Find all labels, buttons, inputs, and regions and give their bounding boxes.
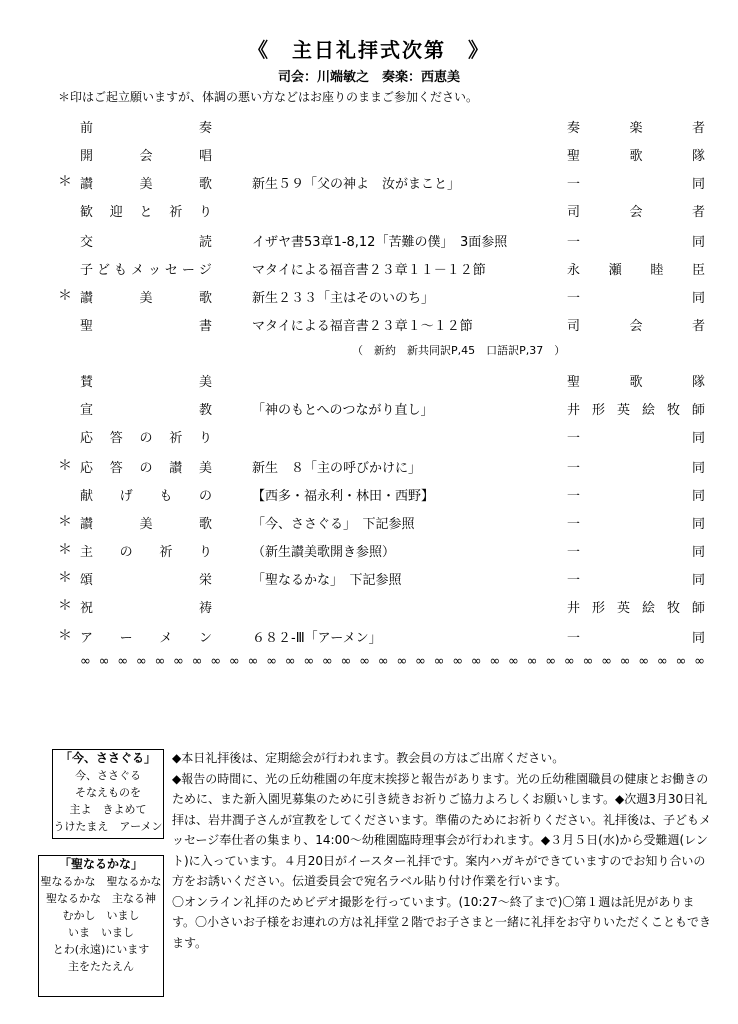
service-leader-char: 睦 — [650, 263, 664, 278]
hymn-line: 主をたたえん — [68, 960, 134, 973]
infinity-mark: ∞ — [359, 654, 370, 669]
service-leader-char: 同 — [691, 545, 705, 560]
infinity-mark: ∞ — [117, 654, 129, 669]
service-leader-char: 一 — [567, 431, 581, 446]
service-row — [0, 535, 738, 563]
service-item-char: ジ — [198, 263, 212, 278]
service-row — [0, 365, 738, 393]
service-item-char: 栄 — [198, 573, 212, 588]
service-item-char: ア — [80, 631, 94, 646]
service-item-char: 歌 — [198, 177, 212, 192]
infinity-mark: ∞ — [210, 654, 222, 669]
infinity-mark: ∞ — [470, 654, 482, 669]
service-leader-char: 同 — [691, 573, 705, 588]
hymn-line: 主よ きよめて — [69, 803, 147, 816]
service-item-char: 祈 — [169, 205, 183, 220]
service-leader — [567, 259, 705, 278]
service-item-char: り — [198, 431, 212, 446]
service-item-char: 祝 — [80, 601, 94, 616]
infinity-mark: ∞ — [638, 654, 650, 669]
bible-reference: （ 新約 新共同訳P,45 口語訳P,37 ） — [352, 344, 566, 357]
service-row — [0, 309, 738, 337]
service-leader — [567, 627, 705, 646]
service-leader — [567, 485, 705, 504]
service-leader-char: 楽 — [629, 121, 643, 136]
standing-mark: ＊ — [58, 598, 72, 614]
service-item-char: 歌 — [198, 517, 212, 532]
service-leader-char: 臣 — [691, 263, 705, 278]
service-leader — [567, 427, 705, 446]
service-leader-char: 瀬 — [608, 263, 622, 278]
service-leader-char: 隊 — [691, 149, 705, 164]
infinity-mark: ∞ — [321, 654, 333, 669]
infinity-mark: ∞ — [135, 654, 147, 669]
service-item — [80, 287, 212, 306]
service-leader-char: 永 — [567, 263, 581, 278]
service-row — [0, 479, 738, 507]
service-content: 「今、ささぐる」 下記参照 — [252, 517, 415, 532]
service-content: 新生２３３「主はそのいのち」 — [252, 291, 435, 306]
infinity-mark: ∞ — [563, 654, 575, 669]
service-content: 【西多・福永利・林田・西野】 — [252, 489, 435, 504]
infinity-mark: ∞ — [377, 654, 389, 669]
service-row — [0, 225, 738, 253]
service-item — [80, 371, 212, 390]
service-leader-char: 一 — [567, 573, 581, 588]
service-leader-char: 会 — [629, 205, 643, 220]
service-leader-char: 牧 — [666, 403, 680, 418]
hymn-line: そなえものを — [75, 786, 141, 799]
service-leader — [567, 315, 705, 334]
service-item-char: り — [198, 545, 212, 560]
standing-mark: ＊ — [58, 458, 72, 474]
service-leader — [567, 399, 705, 418]
service-item-char: 迎 — [109, 205, 123, 220]
service-leader — [567, 371, 705, 390]
service-leader — [567, 117, 705, 136]
infinity-mark: ∞ — [228, 654, 240, 669]
service-leader-char: 同 — [691, 631, 705, 646]
hymn-line: 今、ささぐる — [75, 769, 141, 782]
service-item-char: 讃 — [80, 177, 94, 192]
service-item — [80, 145, 212, 164]
page-title: 《 主日礼拝式次第 》 — [248, 38, 490, 62]
service-item-char: の — [198, 489, 212, 504]
service-content: イザヤ書53章1‐8,12「苦難の僕」 3面参照 — [252, 235, 508, 250]
infinity-mark: ∞ — [545, 654, 557, 669]
service-leader — [567, 541, 705, 560]
service-item-char: の — [139, 431, 153, 446]
service-item — [80, 597, 212, 616]
service-leader-char: 絵 — [641, 403, 655, 418]
service-item-char: 書 — [198, 319, 212, 334]
service-row — [0, 451, 738, 479]
service-row — [0, 621, 738, 649]
infinity-mark: ∞ — [526, 654, 538, 669]
service-item-char: 歓 — [80, 205, 94, 220]
service-item — [80, 117, 212, 136]
service-leader-char: 英 — [616, 403, 630, 418]
service-item-char: 讃 — [80, 291, 94, 306]
service-leader-char: 形 — [591, 601, 605, 616]
service-leader-char: 一 — [567, 461, 581, 476]
service-leader-char: 同 — [691, 177, 705, 192]
service-item-char: 開 — [80, 149, 94, 164]
service-leader — [567, 569, 705, 588]
service-item-char: 奏 — [198, 121, 212, 136]
standing-mark: ＊ — [58, 288, 72, 304]
service-item-char: げ — [119, 489, 133, 504]
service-leader-char: 司 — [567, 205, 581, 220]
infinity-mark: ∞ — [396, 654, 408, 669]
service-item-char: 美 — [139, 517, 153, 532]
service-item-char: 主 — [80, 545, 94, 560]
infinity-mark: ∞ — [508, 654, 519, 669]
service-item-char: も — [159, 489, 173, 504]
service-item-char: メ — [130, 263, 144, 278]
service-row — [0, 507, 738, 535]
service-leader-char: 一 — [567, 235, 581, 250]
standing-mark: ＊ — [58, 628, 72, 644]
service-item-char: 讃 — [169, 461, 183, 476]
service-leader — [567, 597, 705, 616]
service-leader — [567, 201, 705, 220]
service-leader-char: 英 — [616, 601, 630, 616]
service-item — [80, 457, 212, 476]
hymn-line: とわ(永遠)にいます — [52, 943, 150, 956]
service-content: マタイによる福音書２３章１～１２節 — [252, 319, 473, 334]
service-row — [0, 139, 738, 167]
service-item-char: メ — [159, 631, 173, 646]
infinity-mark: ∞ — [284, 654, 296, 669]
infinity-mark: ∞ — [675, 654, 687, 669]
service-item-char: 読 — [198, 235, 212, 250]
service-row — [0, 167, 738, 195]
service-item-char: り — [198, 205, 212, 220]
service-row — [0, 281, 738, 309]
hymn-box-imasasaguru — [52, 749, 164, 839]
service-item — [80, 627, 212, 646]
service-item-char: 祈 — [159, 545, 173, 560]
service-leader-char: 者 — [691, 319, 705, 334]
service-row — [0, 253, 738, 281]
service-item-char: ッ — [147, 263, 161, 278]
service-leader-char: 師 — [691, 601, 705, 616]
service-credits: 司会：川端敏之 奏楽：西恵美 — [277, 70, 460, 85]
hymn-line: うけたまえ アーメン — [53, 820, 163, 833]
announcement: ◆本日礼拝後は、定期総会が行われます。教会員の方はご出席ください。 — [172, 751, 565, 765]
service-item-char: 教 — [198, 403, 212, 418]
infinity-mark: ∞ — [601, 654, 612, 669]
infinity-mark: ∞ — [489, 654, 501, 669]
service-item-char: 賛 — [80, 375, 94, 390]
service-content: 新生５９「父の神よ 汝がまこと」 — [252, 177, 461, 192]
standing-mark: ＊ — [58, 542, 72, 558]
service-row — [0, 421, 738, 449]
service-item-char: の — [139, 461, 153, 476]
service-item-char: 宣 — [80, 403, 94, 418]
service-content: （新生讃美歌開き参照） — [252, 545, 396, 560]
service-item-char: 答 — [109, 461, 123, 476]
service-leader-char: 井 — [567, 601, 581, 616]
standing-mark: ＊ — [58, 174, 72, 190]
service-leader-char: 一 — [567, 177, 581, 192]
service-leader-char: 同 — [691, 291, 705, 306]
service-leader-char: 一 — [567, 545, 581, 560]
service-leader-char: 牧 — [666, 601, 680, 616]
service-row — [0, 111, 738, 139]
service-leader — [567, 287, 705, 306]
service-leader — [567, 173, 705, 192]
service-row — [0, 393, 738, 421]
service-item-char: 讃 — [80, 517, 94, 532]
service-item-char: 美 — [198, 375, 212, 390]
infinity-mark: ∞ — [582, 654, 594, 669]
service-leader-char: 歌 — [629, 149, 643, 164]
service-item-char: 祈 — [169, 431, 183, 446]
service-item — [80, 427, 212, 446]
service-item-char: の — [119, 545, 133, 560]
hymn-line: むかし いまし — [62, 909, 140, 922]
hymn-title: 「今、ささぐる」 — [59, 751, 156, 765]
service-item-char: 答 — [109, 431, 123, 446]
service-item-char: 交 — [80, 235, 94, 250]
standing-notice: ＊印はご起立願いますが、体調の悪い方などはお座りのままご参加ください。 — [58, 90, 479, 104]
infinity-mark: ∞ — [303, 654, 315, 669]
service-item — [80, 569, 212, 588]
service-leader-char: 井 — [567, 403, 581, 418]
service-leader-char: 者 — [691, 121, 705, 136]
service-leader-char: 同 — [691, 517, 705, 532]
service-item-char: 応 — [80, 431, 94, 446]
service-item — [80, 231, 212, 250]
service-leader-char: 一 — [567, 489, 581, 504]
service-leader-char: 同 — [691, 235, 705, 250]
hymn-line: 聖なるかな 主なる神 — [46, 892, 156, 905]
announcement: 〇オンライン礼拝のためビデオ撮影を行っています。(10:27～終了まで)〇第１週は託児があります。〇小さいお子様をお連れの方は礼拝堂２階でお子さまと一緒に礼拝をお守りいただくこともできます。 — [172, 894, 712, 950]
service-leader-char: 同 — [691, 461, 705, 476]
service-row — [0, 195, 738, 223]
service-leader-char: 聖 — [567, 149, 581, 164]
infinity-mark: ∞ — [98, 654, 110, 669]
service-item-char: 祷 — [198, 601, 212, 616]
service-item-char: 前 — [80, 121, 94, 136]
infinity-mark: ∞ — [191, 654, 203, 669]
service-leader-char: 同 — [691, 489, 705, 504]
service-leader-char: 形 — [591, 403, 605, 418]
service-content: 「神のもとへのつながり直し」 — [252, 403, 434, 418]
service-item-char: 美 — [139, 177, 153, 192]
infinity-mark: ∞ — [433, 654, 445, 669]
service-item-char: 美 — [198, 461, 212, 476]
infinity-mark: ∞ — [173, 654, 184, 669]
service-leader-char: 同 — [691, 431, 705, 446]
service-item-char: セ — [164, 263, 178, 278]
service-item-char: 唱 — [198, 149, 212, 164]
service-item-char: 献 — [80, 489, 94, 504]
service-item — [80, 399, 212, 418]
service-content: ６８２‐Ⅲ「アーメン」 — [252, 631, 382, 646]
service-content: マタイによる福音書２３章１１－１２節 — [252, 263, 486, 278]
service-leader — [567, 231, 705, 250]
infinity-mark: ∞ — [80, 654, 91, 669]
infinity-mark: ∞ — [340, 654, 352, 669]
service-item — [80, 201, 212, 220]
hymn-line: 聖なるかな 聖なるかな — [40, 875, 162, 888]
service-row — [0, 591, 738, 619]
service-row — [0, 563, 738, 591]
service-item-char: 頌 — [80, 573, 94, 588]
service-item-char: ン — [198, 631, 212, 646]
standing-mark: ＊ — [58, 514, 72, 530]
announcement: ◆報告の時間に、光の丘幼稚園の年度末挨拶と報告があります。光の丘幼稚園職員の健康とお働きのために、また新入園児募集のために引き続きお祈りご協力よろしくお願いします。◆次週3月30日礼拝は、岩井潤子さんが宣教をしてくださいます。準備のためにお祈りください。礼拝後は、子どもメッセージ奉仕者の集まり、14:00～幼稚園臨時理事会が行われます。◆３月５日(水)から受難週(レント)に入っています。４月20日がイースター礼拝です。案内ハガキができていますのでお知り合いの方をお誘いください。伝道委員会で宛名ラベル貼り付け作業を行います。 — [172, 771, 712, 888]
service-item — [80, 513, 212, 532]
infinity-mark: ∞ — [619, 654, 631, 669]
service-leader — [567, 457, 705, 476]
service-content: 新生 ８「主の呼びかけに」 — [252, 461, 422, 476]
service-item — [80, 485, 212, 504]
hymn-title: 「聖なるかな」 — [58, 857, 143, 871]
hymn-box-seinarukana — [38, 855, 164, 997]
infinity-mark: ∞ — [694, 654, 705, 669]
infinity-mark: ∞ — [452, 654, 464, 669]
service-item-char: 歌 — [198, 291, 212, 306]
standing-mark: ＊ — [58, 570, 72, 586]
infinity-mark: ∞ — [247, 654, 259, 669]
infinity-mark: ∞ — [266, 654, 277, 669]
service-leader-char: 者 — [691, 205, 705, 220]
announcements — [172, 748, 712, 953]
service-leader-char: 聖 — [567, 375, 581, 390]
service-leader-char: 歌 — [629, 375, 643, 390]
service-item-char: 応 — [80, 461, 94, 476]
service-leader-char: 奏 — [567, 121, 581, 136]
service-item-char: ど — [96, 263, 110, 278]
service-item — [80, 315, 212, 334]
service-item-char: 聖 — [80, 319, 94, 334]
service-item-char: 美 — [139, 291, 153, 306]
service-item-char: ー — [181, 263, 195, 278]
divider-infinity — [80, 654, 705, 669]
service-leader — [567, 513, 705, 532]
hymn-line: いま いまし — [68, 926, 134, 939]
service-leader-char: 司 — [567, 319, 581, 334]
service-content: 「聖なるかな」 下記参照 — [252, 573, 402, 588]
service-item — [80, 541, 212, 560]
service-item-char: と — [139, 205, 153, 220]
service-item-char: 会 — [139, 149, 153, 164]
service-leader-char: 師 — [691, 403, 705, 418]
service-item — [80, 259, 212, 278]
service-leader — [567, 145, 705, 164]
service-item — [80, 173, 212, 192]
service-leader-char: 隊 — [691, 375, 705, 390]
service-leader-char: 絵 — [641, 601, 655, 616]
service-leader-char: 会 — [629, 319, 643, 334]
service-item-char: 子 — [80, 263, 94, 278]
service-item-char: も — [113, 263, 127, 278]
infinity-mark: ∞ — [414, 654, 426, 669]
service-leader-char: 一 — [567, 517, 581, 532]
service-leader-char: 一 — [567, 291, 581, 306]
service-item-char: ー — [119, 631, 133, 646]
infinity-mark: ∞ — [154, 654, 166, 669]
infinity-mark: ∞ — [656, 654, 668, 669]
service-leader-char: 一 — [567, 631, 581, 646]
